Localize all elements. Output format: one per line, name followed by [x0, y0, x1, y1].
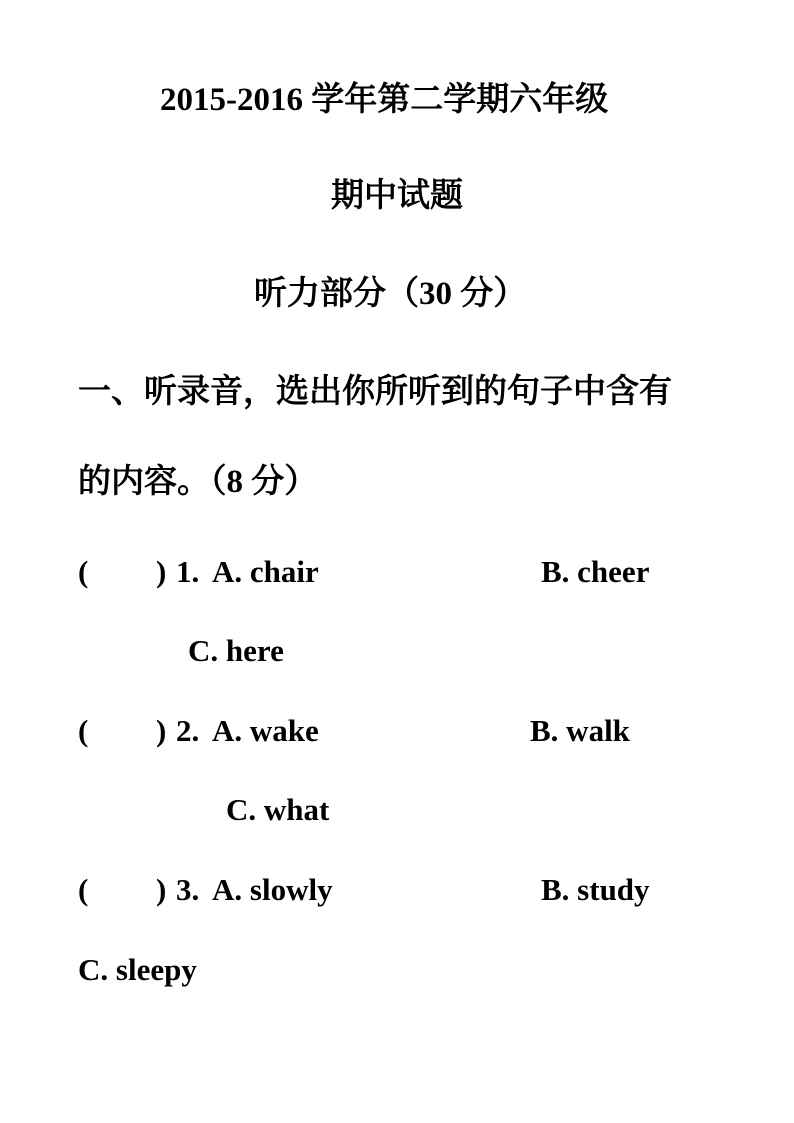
- exam-title: 期中试题: [331, 178, 463, 214]
- answer-paren-open: (: [78, 713, 89, 748]
- answer-paren-open: (: [78, 554, 89, 589]
- section-instruction-line2: 的内容。（8 分）: [78, 464, 318, 500]
- option-c: C. here: [188, 633, 284, 668]
- part-title: 听力部分（30 分）: [254, 276, 527, 312]
- year-line: 2015-2016 学年第二学期六年级: [160, 82, 609, 118]
- question-number: 3.: [176, 872, 200, 907]
- option-c: C. what: [226, 792, 330, 827]
- answer-paren-open: (: [78, 872, 89, 907]
- answer-paren-close: ): [156, 554, 167, 589]
- question-number: 2.: [176, 713, 200, 748]
- option-b: B. walk: [530, 713, 630, 748]
- option-a: A. chair: [212, 554, 319, 589]
- option-b: B. study: [541, 872, 650, 907]
- answer-paren-close: ): [156, 872, 167, 907]
- option-c: C. sleepy: [78, 952, 197, 987]
- option-a: A. slowly: [212, 872, 333, 907]
- question-number: 1.: [176, 554, 200, 589]
- section-instruction-line1: 一、听录音，选出你所听到的句子中含有: [78, 374, 672, 410]
- option-b: B. cheer: [541, 554, 650, 589]
- option-a: A. wake: [212, 713, 319, 748]
- answer-paren-close: ): [156, 713, 167, 748]
